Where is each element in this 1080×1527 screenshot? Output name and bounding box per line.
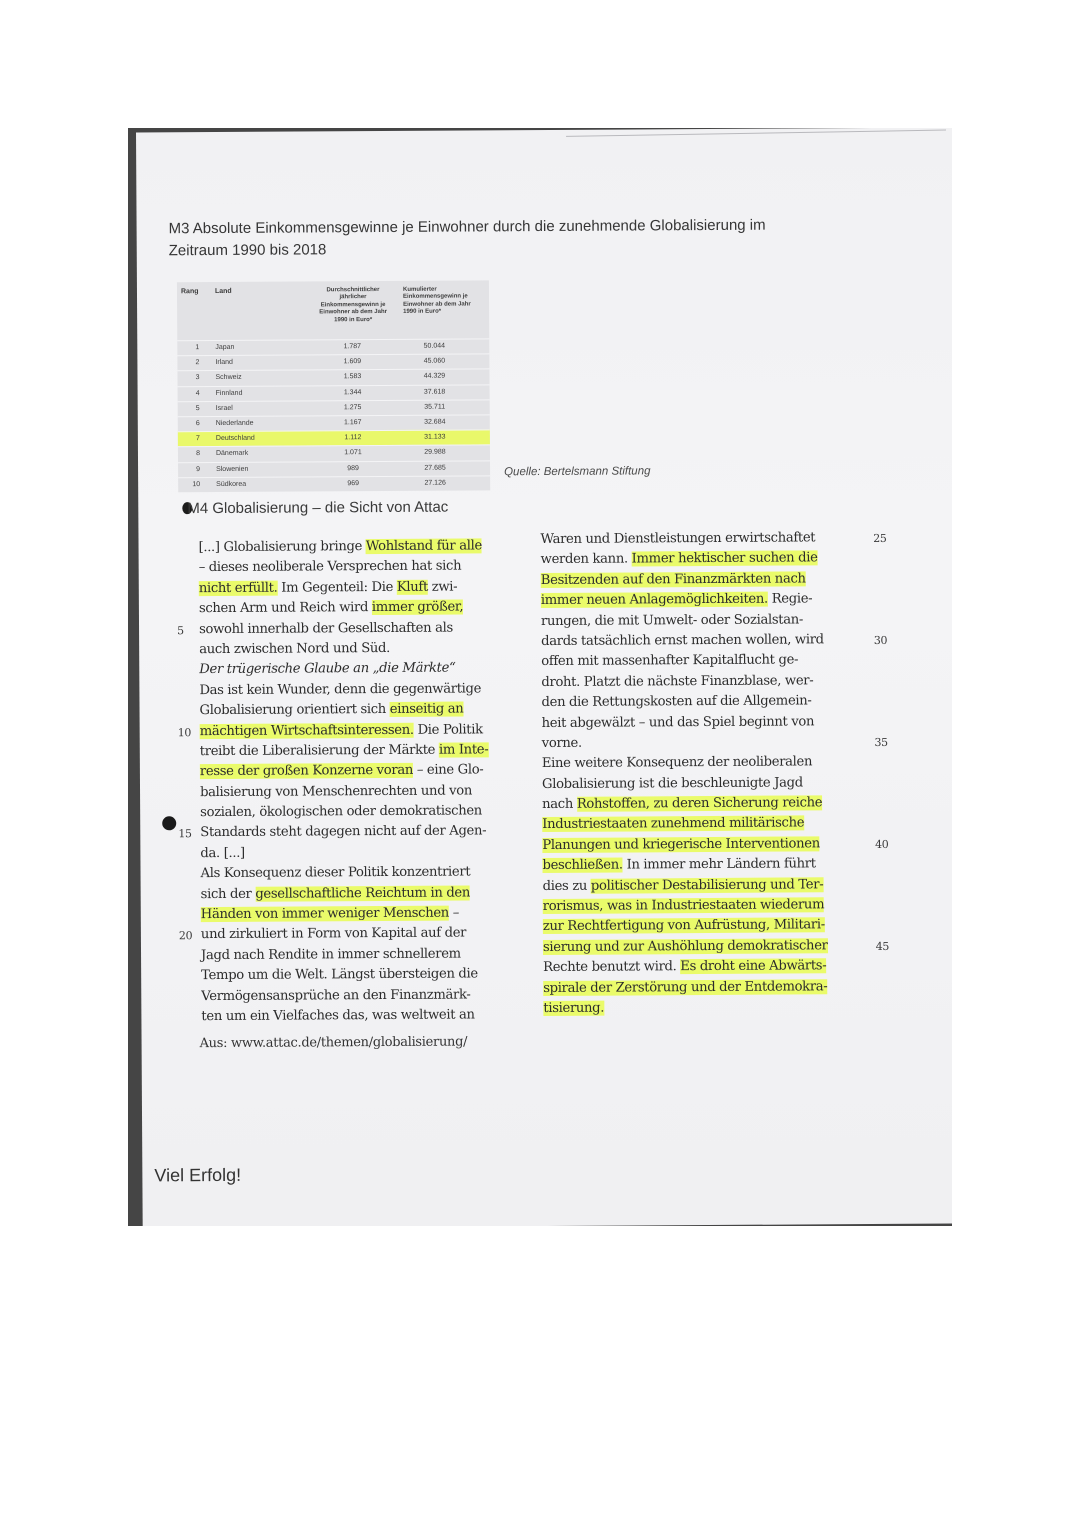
article-line: [541, 589, 867, 611]
line-number: 20: [178, 929, 193, 943]
header-rank: Rang: [180, 288, 199, 296]
text-segment: Standards steht dagegen nicht auf der Agen-: [200, 823, 487, 841]
cell-land: Finnland: [215, 389, 243, 397]
article-line: [541, 732, 888, 754]
text-segment: treibt die Liberalisierung der Märkte: [199, 742, 439, 760]
cell-land: Irland: [215, 359, 233, 367]
article-line: [201, 964, 523, 986]
article-line: [177, 618, 521, 640]
text-segment: dards tatsächlich ernst machen wollen, wird: [541, 632, 824, 649]
article-line: [200, 862, 522, 884]
article-line: [543, 875, 869, 897]
text-segment: ten um ein Vielfaches das, was weltweit an: [201, 1007, 475, 1025]
m3-heading-line-2: Zeitraum 1990 bis 2018: [168, 241, 327, 260]
article-line: [200, 781, 522, 803]
cell-rank: 8: [196, 450, 200, 458]
cell-average-gain: 1.583: [343, 373, 362, 381]
highlighted-text: Besitzenden auf den Finanzmärkten nach: [540, 571, 806, 588]
text-segment: da. [...]: [200, 845, 245, 861]
cell-average-gain: 1.275: [343, 403, 362, 411]
article-line: [542, 752, 868, 774]
text-segment: auch zwischen Nord und Süd.: [199, 640, 390, 658]
text-segment: –: [448, 905, 460, 921]
article-line: [200, 740, 522, 762]
cell-average-gain: 1.609: [343, 358, 362, 366]
cell-average-gain: 1.167: [343, 419, 362, 427]
cell-cumulative-gain: 44.329: [423, 372, 446, 381]
cell-land: Japan: [215, 343, 235, 352]
article-line: [200, 801, 522, 823]
highlighted-text: einseitig an: [389, 701, 464, 718]
article-left-column: [177, 536, 523, 1027]
text-segment: zwi-: [427, 579, 458, 595]
text-segment: dies zu: [542, 878, 591, 894]
m3-heading-line-1: M3 Absolute Einkommensgewinne je Einwohner durch die zunehmende Globalisierung im: [168, 216, 766, 238]
article-line: [543, 915, 869, 937]
text-segment: vorne.: [541, 735, 582, 751]
article-line: [543, 997, 869, 1019]
line-number: 45: [875, 939, 890, 953]
cell-average-gain: 1.071: [344, 449, 362, 457]
cell-land: Niederlande: [215, 419, 254, 427]
text-segment: sich der: [200, 886, 256, 902]
text-segment: sowohl innerhalb der Gesellschaften als: [198, 620, 453, 637]
highlighted-text: rorismus, was in Industriestaaten wiederum: [542, 897, 825, 915]
highlighted-text: im Inte-: [438, 742, 489, 758]
text-segment: Globalisierung ist die beschleunigte Jagd: [541, 775, 803, 792]
article-line: [540, 528, 887, 550]
article-line: [199, 638, 521, 660]
article-line: [199, 557, 521, 579]
article-line: [200, 842, 522, 864]
cell-rank: 2: [195, 359, 200, 367]
highlighted-text: Händen von immer weniger Menschen: [200, 905, 449, 923]
text-segment: nach: [542, 796, 577, 813]
article-line: [541, 650, 867, 672]
text-segment: balisierung von Menschenrechten und von: [199, 783, 472, 800]
photo-frame: [128, 128, 952, 1226]
highlighted-text: sierung und zur Aushöhlung demokratischer: [542, 938, 828, 955]
text-segment: Jagd nach Rendite in immer schnellerem: [200, 946, 461, 963]
m4-heading-text: M4 Globalisierung – die Sicht von Attac: [187, 498, 449, 518]
cell-rank: 1: [195, 344, 200, 352]
article-line: [200, 760, 522, 782]
line-number: 10: [177, 725, 192, 739]
article-line: [542, 854, 868, 876]
cell-land: Schweiz: [215, 374, 242, 382]
article-line: [542, 712, 868, 734]
header-cumulative-gain: Kumulierter Einkommensgewinn je Einwohner ab dem Jahr 1990 in Euro*: [402, 286, 471, 316]
article-line: [542, 936, 890, 958]
income-table: [177, 280, 490, 492]
cell-cumulative-gain: 27.126: [424, 479, 446, 487]
article-subheading: [199, 658, 521, 680]
text-segment: Der trügerische Glaube an „die Märkte“: [199, 660, 456, 678]
cell-average-gain: 1.344: [343, 388, 362, 396]
highlighted-text: immer größer,: [371, 599, 464, 616]
text-segment: Globalisierung orientiert sich: [199, 702, 390, 719]
article-line: [541, 630, 888, 652]
cell-rank: 5: [195, 404, 200, 412]
line-number: 5: [177, 623, 184, 637]
text-segment: den die Rettungskosten auf die Allgemein-: [541, 693, 812, 711]
line-number: 25: [873, 531, 887, 545]
article-line: [541, 548, 867, 570]
line-number: 15: [178, 827, 192, 841]
cell-average-gain: 1.112: [344, 434, 362, 442]
text-segment: Im Gegenteil: Die: [277, 579, 397, 596]
cell-rank: 4: [195, 389, 200, 397]
highlighted-text: Kluft: [396, 579, 428, 595]
cell-cumulative-gain: 37.618: [423, 388, 446, 396]
line-number: 30: [873, 633, 888, 647]
cell-cumulative-gain: 35.711: [424, 403, 446, 411]
text-segment: Vermögensansprüche an den Finanzmärk-: [201, 987, 471, 1004]
article-line: [541, 569, 867, 591]
article-line: [541, 610, 867, 632]
cell-rank: 6: [195, 420, 200, 428]
highlighted-text: immer neuen Anlagemöglichkeiten.: [540, 591, 768, 609]
table-row: [178, 475, 490, 492]
text-segment: schen Arm und Reich wird: [198, 600, 372, 617]
highlighted-text: Wohlstand für alle: [365, 538, 482, 555]
article-line: [543, 956, 869, 978]
cell-cumulative-gain: 31.133: [424, 433, 446, 441]
cell-land: Südkorea: [216, 480, 247, 488]
text-segment: [...] Globalisierung bringe: [198, 539, 366, 556]
article-line: [543, 895, 869, 917]
article-line: [199, 597, 521, 619]
highlighted-text: beschließen.: [542, 857, 623, 874]
text-segment: Waren und Dienstleistungen erwirtschaftet: [540, 530, 816, 548]
article-line: [541, 671, 867, 693]
text-segment: Als Konsequenz dieser Politik konzentriert: [200, 864, 471, 882]
cell-land: Israel: [215, 404, 233, 412]
text-segment: Rechte benutzt wird.: [543, 959, 681, 976]
article-line: [199, 679, 521, 701]
cell-cumulative-gain: 45.060: [423, 357, 446, 365]
line-number: 35: [874, 735, 888, 749]
highlighted-text: mächtigen Wirtschaftsinteressen.: [199, 722, 414, 739]
cell-land: Slowenien: [216, 465, 249, 473]
table-body: [177, 338, 490, 492]
m3-heading: [169, 214, 869, 262]
page-edge-line: [566, 130, 946, 137]
m4-heading: [182, 499, 448, 518]
article-line: [201, 944, 523, 966]
text-segment: Eine weitere Konsequenz der neoliberalen: [541, 754, 813, 772]
article-line: [177, 720, 522, 742]
text-segment: – dieses neoliberale Versprechen hat sich: [198, 558, 462, 576]
cell-rank: 7: [195, 435, 200, 443]
highlighted-text: Planungen und kriegerische Interventionen: [542, 836, 820, 853]
cell-cumulative-gain: 29.988: [424, 448, 446, 457]
article-line: [201, 903, 523, 925]
cell-cumulative-gain: 32.684: [424, 418, 446, 426]
article-line: [201, 985, 523, 1007]
highlighted-text: Es droht eine Abwärts-: [680, 958, 827, 975]
article-line: [198, 536, 520, 558]
text-segment: Die Politik: [413, 721, 483, 738]
header-land: Land: [214, 287, 232, 296]
highlighted-text: Rohstoffen, zu deren Sicherung reiche: [576, 795, 823, 812]
article-line: [201, 883, 523, 905]
cell-rank: 3: [195, 374, 200, 382]
highlighted-text: zur Rechtfertigung von Aufrüstung, Militari-: [542, 917, 825, 935]
worksheet-page: [136, 128, 952, 1226]
text-segment: Regie-: [767, 591, 813, 607]
text-segment: offen mit massenhafter Kapitalflucht ge-: [541, 652, 799, 670]
text-segment: werden kann.: [540, 551, 632, 568]
highlighted-text: gesellschaftliche Reichtum in den: [255, 885, 471, 902]
line-number: 40: [875, 837, 889, 851]
article-line: [542, 773, 868, 795]
highlighted-text: resse der großen Konzerne voran: [199, 763, 414, 780]
article-line: [178, 822, 522, 844]
article-line: [199, 577, 521, 599]
highlighted-text: nicht erfüllt.: [198, 580, 278, 596]
table-source: Quelle: Bertelsmann Stiftung: [504, 465, 651, 479]
text-segment: und zirkuliert in Form von Kapital auf der: [200, 925, 467, 943]
cell-cumulative-gain: 27.685: [424, 464, 446, 472]
text-segment: – eine Glo-: [412, 762, 484, 779]
text-segment: Tempo um die Welt. Längst übersteigen die: [201, 966, 478, 984]
article-line: [542, 814, 868, 836]
article-line: [541, 691, 867, 713]
header-average-gain: Durchschnittlicher jährlicher Einkommensgewinn je Einwohner ab dem Jahr 1990 in Euro*: [319, 287, 387, 323]
article-right-column: [540, 528, 890, 1019]
cell-average-gain: 969: [347, 479, 360, 487]
article-line: [178, 924, 523, 946]
article-source: Aus: www.attac.de/themen/globalisierung/: [199, 1034, 468, 1052]
article-line: [542, 793, 868, 815]
highlighted-text: politischer Destabilisierung und Ter-: [590, 876, 824, 894]
cell-average-gain: 989: [347, 464, 359, 472]
text-segment: heit abgewälzt – und das Spiel beginnt von: [541, 713, 815, 731]
text-segment: Das ist kein Wunder, denn die gegenwärtige: [199, 681, 482, 698]
table-header: [177, 280, 489, 340]
cell-rank: 10: [192, 480, 201, 488]
highlighted-text: Immer hektischer suchen die: [631, 550, 818, 567]
text-segment: sozialen, ökologischen oder demokratischen: [200, 803, 482, 821]
cell-rank: 9: [196, 465, 201, 473]
article-line: [542, 834, 889, 856]
text-segment: rungen, die mit Umwelt- oder Sozialstan-: [540, 611, 803, 629]
cell-cumulative-gain: 50.044: [423, 342, 446, 350]
text-segment: droht. Platzt die nächste Finanzblase, wer-: [541, 673, 814, 690]
punch-hole-icon: [162, 816, 176, 830]
highlighted-text: tisierung.: [543, 1000, 605, 1017]
cell-land: Dänemark: [215, 450, 249, 458]
article-line: [543, 977, 869, 999]
article-line: [199, 699, 521, 721]
closing-note: Viel Erfolg!: [154, 1164, 242, 1186]
article-line: [201, 1005, 523, 1027]
cell-land: Deutschland: [215, 434, 255, 443]
text-segment: In immer mehr Ländern führt: [622, 856, 816, 873]
cell-average-gain: 1.787: [343, 343, 362, 351]
highlighted-text: Industriestaaten zunehmend militärische: [542, 815, 805, 833]
highlighted-text: spirale der Zerstörung und der Entdemokra-: [543, 978, 828, 996]
